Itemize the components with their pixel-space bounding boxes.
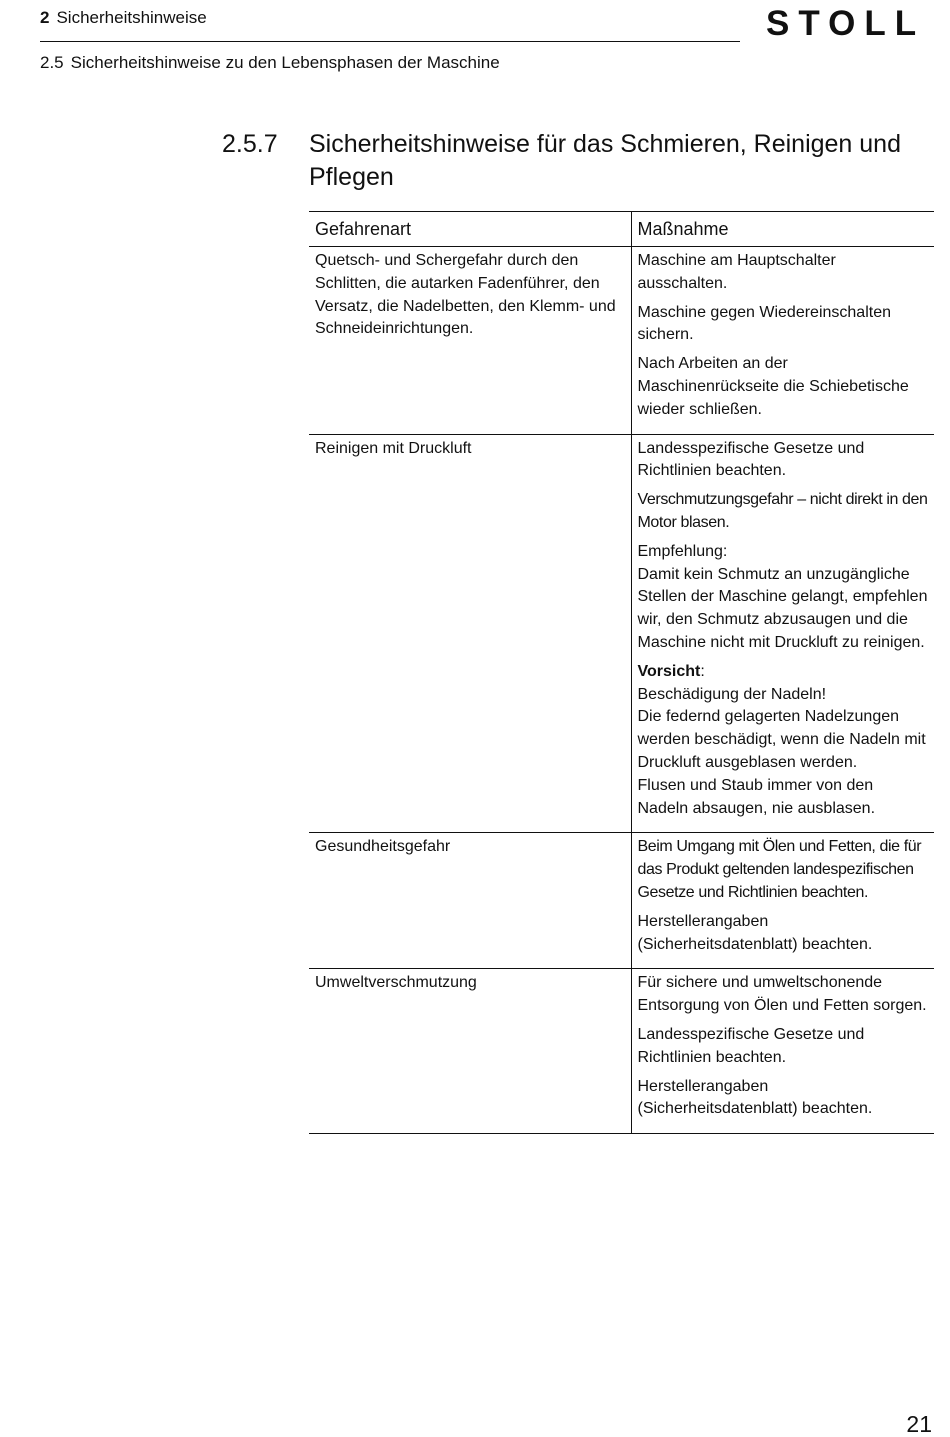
table-row (309, 434, 934, 833)
measure-text: Maschine am Hauptschalter ausschalten. (637, 252, 836, 292)
table-row (309, 247, 934, 435)
table-row (309, 969, 934, 1134)
stoll-logo: STOLL (766, 4, 926, 43)
measure-text: Maschine gegen Wiedereinschalten sichern. (637, 303, 891, 344)
caution-line: Flusen und Staub immer von den Nadeln absaugen, nie ausblasen. (637, 776, 876, 817)
column-header-hazard: Gefahrenart (309, 212, 631, 247)
hazard-cell: Gesundheitsgefahr (309, 833, 631, 969)
page-number: 21 (906, 1411, 932, 1437)
measure-cell (631, 833, 934, 969)
recommendation-label: Empfehlung: (637, 542, 728, 560)
subsection-title: Sicherheitshinweise für das Schmieren, Reinigen und Pflegen (309, 130, 901, 191)
chapter-title: Sicherheitshinweise (56, 8, 207, 27)
section-number: 2.5 (40, 53, 64, 72)
recommendation-text: Damit kein Schmutz an unzugängliche Stellen der Maschine gelangt, empfehlen wir, den Schmutz abzusaugen und die Maschine nicht mit Druckluft zu reinigen. (637, 565, 928, 651)
measure-text: Nach Arbeiten an der Maschinenrückseite die Schiebetische wieder schließen. (637, 355, 909, 418)
subsection-number: 2.5.7 (222, 130, 278, 158)
caution-line: Beschädigung der Nadeln! (637, 685, 827, 703)
running-header-chapter (40, 8, 207, 28)
measure-cell (631, 969, 934, 1134)
caution-line: Die federnd gelagerten Nadelzungen werden beschädigt, wenn die Nadeln mit Druckluft ausgeblasen werden. (637, 708, 926, 771)
header-rule (40, 41, 740, 42)
hazard-cell: Quetsch- und Schergefahr durch den Schlitten, die autarken Fadenführer, den Versatz, die Nadelbetten, den Klemm- und Schneideinrichtungen. (309, 247, 631, 435)
caution-label: Vorsicht (637, 662, 701, 680)
table-row (309, 833, 934, 969)
recommendation-note (638, 541, 929, 655)
hazard-cell: Umweltverschmutzung (309, 969, 631, 1134)
measure-text: Beim Umgang mit Ölen und Fetten, die für das Produkt geltenden landespezifischen Gesetze und Richtlinien beachten. (637, 838, 922, 901)
hazard-cell: Reinigen mit Druckluft (309, 434, 631, 833)
section-title: Sicherheitshinweise zu den Lebensphasen der Maschine (70, 53, 500, 72)
measure-text: Landesspezifische Gesetze und Richtlinien beachten. (637, 439, 865, 480)
measure-text: Landesspezifische Gesetze und Richtlinien beachten. (637, 1025, 865, 1066)
measure-cell (631, 434, 934, 833)
running-header-section (40, 53, 500, 73)
measure-cell (631, 247, 934, 435)
measure-text: Herstellerangaben (Sicherheitsdatenblatt) beachten. (637, 1077, 873, 1118)
caution-note (638, 661, 929, 821)
caution-colon: : (700, 662, 705, 680)
chapter-number: 2 (40, 8, 50, 27)
table-header-row (309, 212, 934, 247)
measure-text: Verschmutzungsgefahr – nicht direkt in den Motor blasen. (637, 491, 928, 531)
hazard-table (309, 211, 934, 1134)
column-header-measure: Maßnahme (631, 212, 934, 247)
measure-text: Herstellerangaben (Sicherheitsdatenblatt) beachten. (637, 912, 873, 953)
measure-text: Für sichere und umweltschonende Entsorgung von Ölen und Fetten sorgen. (637, 974, 927, 1015)
